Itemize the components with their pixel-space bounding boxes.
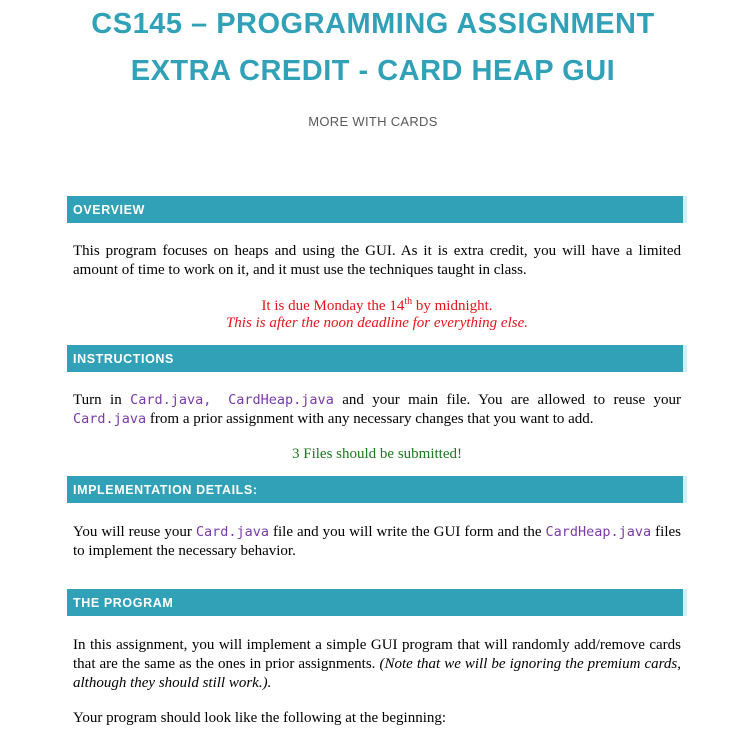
implementation-section-header [67, 476, 687, 503]
document-subtitle: MORE WITH CARDS [308, 114, 438, 129]
program-section-header [67, 589, 687, 616]
overview-body: This program focuses on heaps and using the GUI. As it is extra credit, you will have a limited amount of time to work on it, and it must use the techniques taught in class. [73, 243, 681, 278]
due-date-ordinal: th [404, 296, 413, 307]
program-heading: THE PROGRAM [73, 596, 174, 610]
due-note-text: This is after the noon deadline for everything else. [225, 315, 529, 331]
instructions-text-end: from a prior assignment with any necessary changes that you want to add. [146, 411, 594, 427]
instructions-heading: INSTRUCTIONS [73, 352, 174, 366]
file-card-java-reuse: Card.java [73, 411, 147, 427]
overview-section-header [67, 196, 687, 223]
due-note [67, 314, 687, 333]
file-cardheap-java-impl: CardHeap.java [545, 524, 652, 540]
file-cardheap-java: CardHeap.java [228, 392, 334, 408]
program-text: In this assignment, you will implement a simple GUI program that will randomly add/remove cards that are the same as the ones in prior assignments. [73, 637, 681, 672]
instructions-body [73, 391, 681, 429]
overview-heading: OVERVIEW [73, 203, 145, 217]
document-title-line2: EXTRA CREDIT - CARD HEAP GUI [130, 55, 616, 87]
due-date-suffix: by midnight. [412, 298, 493, 314]
due-date-prefix: It is due Monday the 14 [261, 298, 405, 314]
instructions-section-header [67, 345, 687, 372]
program-note: (Note that we will be ignoring the premium cards, although they should still work.). [73, 656, 681, 691]
implementation-text-start: You will reuse your [73, 524, 196, 540]
implementation-text-end: files to implement the necessary behavior. [73, 524, 682, 559]
file-card-java-impl: Card.java [195, 524, 269, 540]
document-title-line1: CS145 – PROGRAMMING ASSIGNMENT [91, 8, 655, 40]
instructions-text-turn-in: Turn in [73, 392, 131, 408]
program-closing: Your program should look like the following at the beginning: [73, 710, 447, 726]
implementation-text-mid: file and you will write the GUI form and the [269, 524, 546, 540]
instructions-text-mid: and your main file. You are allowed to reuse your [333, 392, 681, 408]
program-body [73, 636, 681, 693]
files-submitted-note: 3 Files should be submitted! [292, 446, 462, 462]
implementation-heading: IMPLEMENTATION DETAILS: [73, 483, 258, 497]
implementation-body [73, 523, 681, 561]
file-card-java: Card.java, [130, 392, 212, 408]
